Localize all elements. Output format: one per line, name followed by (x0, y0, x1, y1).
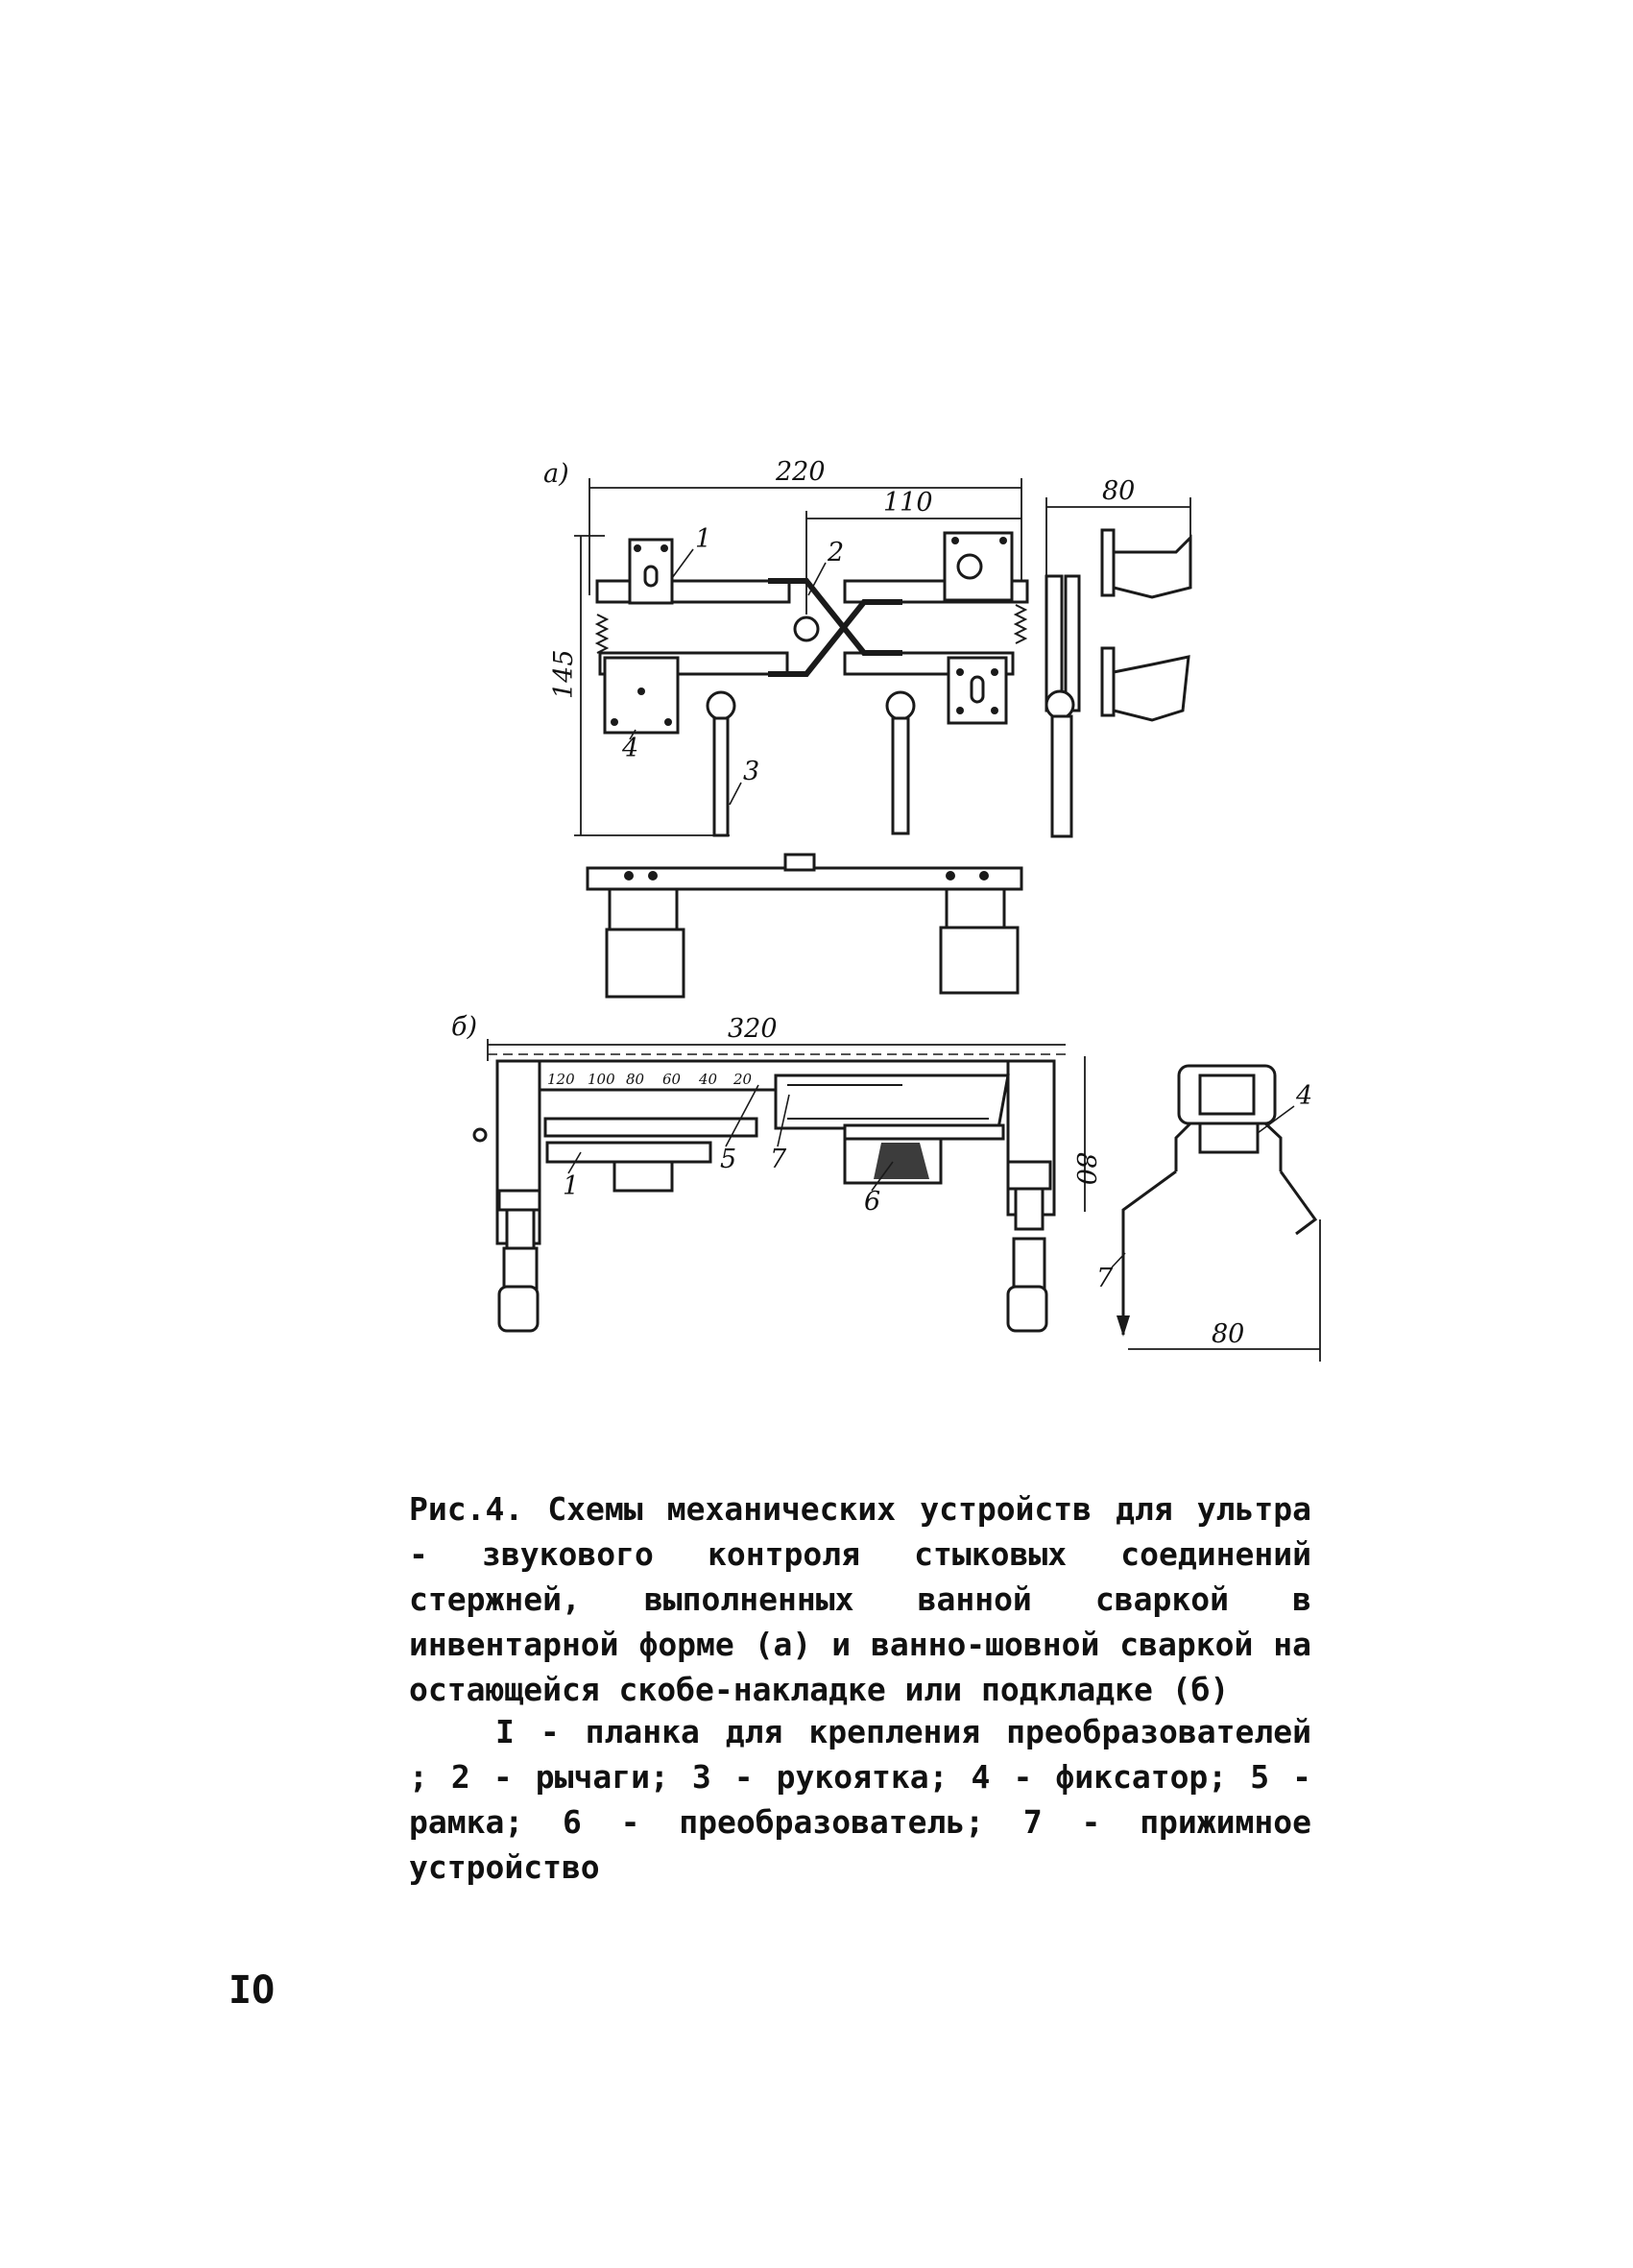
scale-mark-60: 60 (662, 1071, 682, 1088)
caption-text: Схемы механических устройств для ультра - звукового контроля стыковых соединений стержней, выполненных ванной сваркой в инвентарной форме (а) и ванно-шовной сваркой на остающейся скобе-накладке или подкладке (б) (409, 1490, 1312, 1708)
scale-mark-20: 20 (733, 1071, 753, 1088)
callout-b-7-side: 7 (1096, 1264, 1114, 1293)
part-b-label: б) (451, 1012, 478, 1042)
callout-a-1: 1 (695, 524, 712, 554)
scale-mark-80: 80 (626, 1071, 645, 1088)
callout-b-4: 4 (1296, 1081, 1313, 1111)
callout-b-6: 6 (864, 1187, 881, 1217)
part-a-label: a) (543, 459, 569, 489)
figure-legend (409, 1709, 1311, 1890)
dim-a-width: 220 (776, 457, 826, 487)
callout-b-1: 1 (563, 1171, 580, 1201)
dim-a-height: 145 (549, 649, 579, 699)
legend-text: I - планка для крепления преобразователей ; 2 - рычаги; 3 - рукоятка; 4 - фиксатор; 5 - рамка; 6 - преобразователь; 7 - прижимное устройство (409, 1713, 1311, 1886)
scale-mark-100: 100 (588, 1071, 615, 1088)
callout-b-5: 5 (720, 1145, 737, 1174)
callout-a-4: 4 (622, 734, 639, 763)
callout-b-7: 7 (770, 1145, 787, 1174)
dim-b-side-height: 80 (1070, 1152, 1100, 1186)
dim-b-profile: 80 (1212, 1319, 1245, 1349)
callout-a-2: 2 (828, 538, 845, 567)
page-number: IO (228, 1968, 276, 2013)
dim-a-side: 80 (1102, 476, 1136, 506)
scale-mark-40: 40 (699, 1071, 718, 1088)
figure-caption (409, 1486, 1311, 1712)
dim-b-width: 320 (728, 1014, 778, 1044)
dim-a-half: 110 (883, 488, 933, 518)
callout-a-3: 3 (743, 757, 760, 786)
scale-mark-120: 120 (547, 1071, 575, 1088)
caption-prefix: Рис.4. (409, 1490, 524, 1528)
